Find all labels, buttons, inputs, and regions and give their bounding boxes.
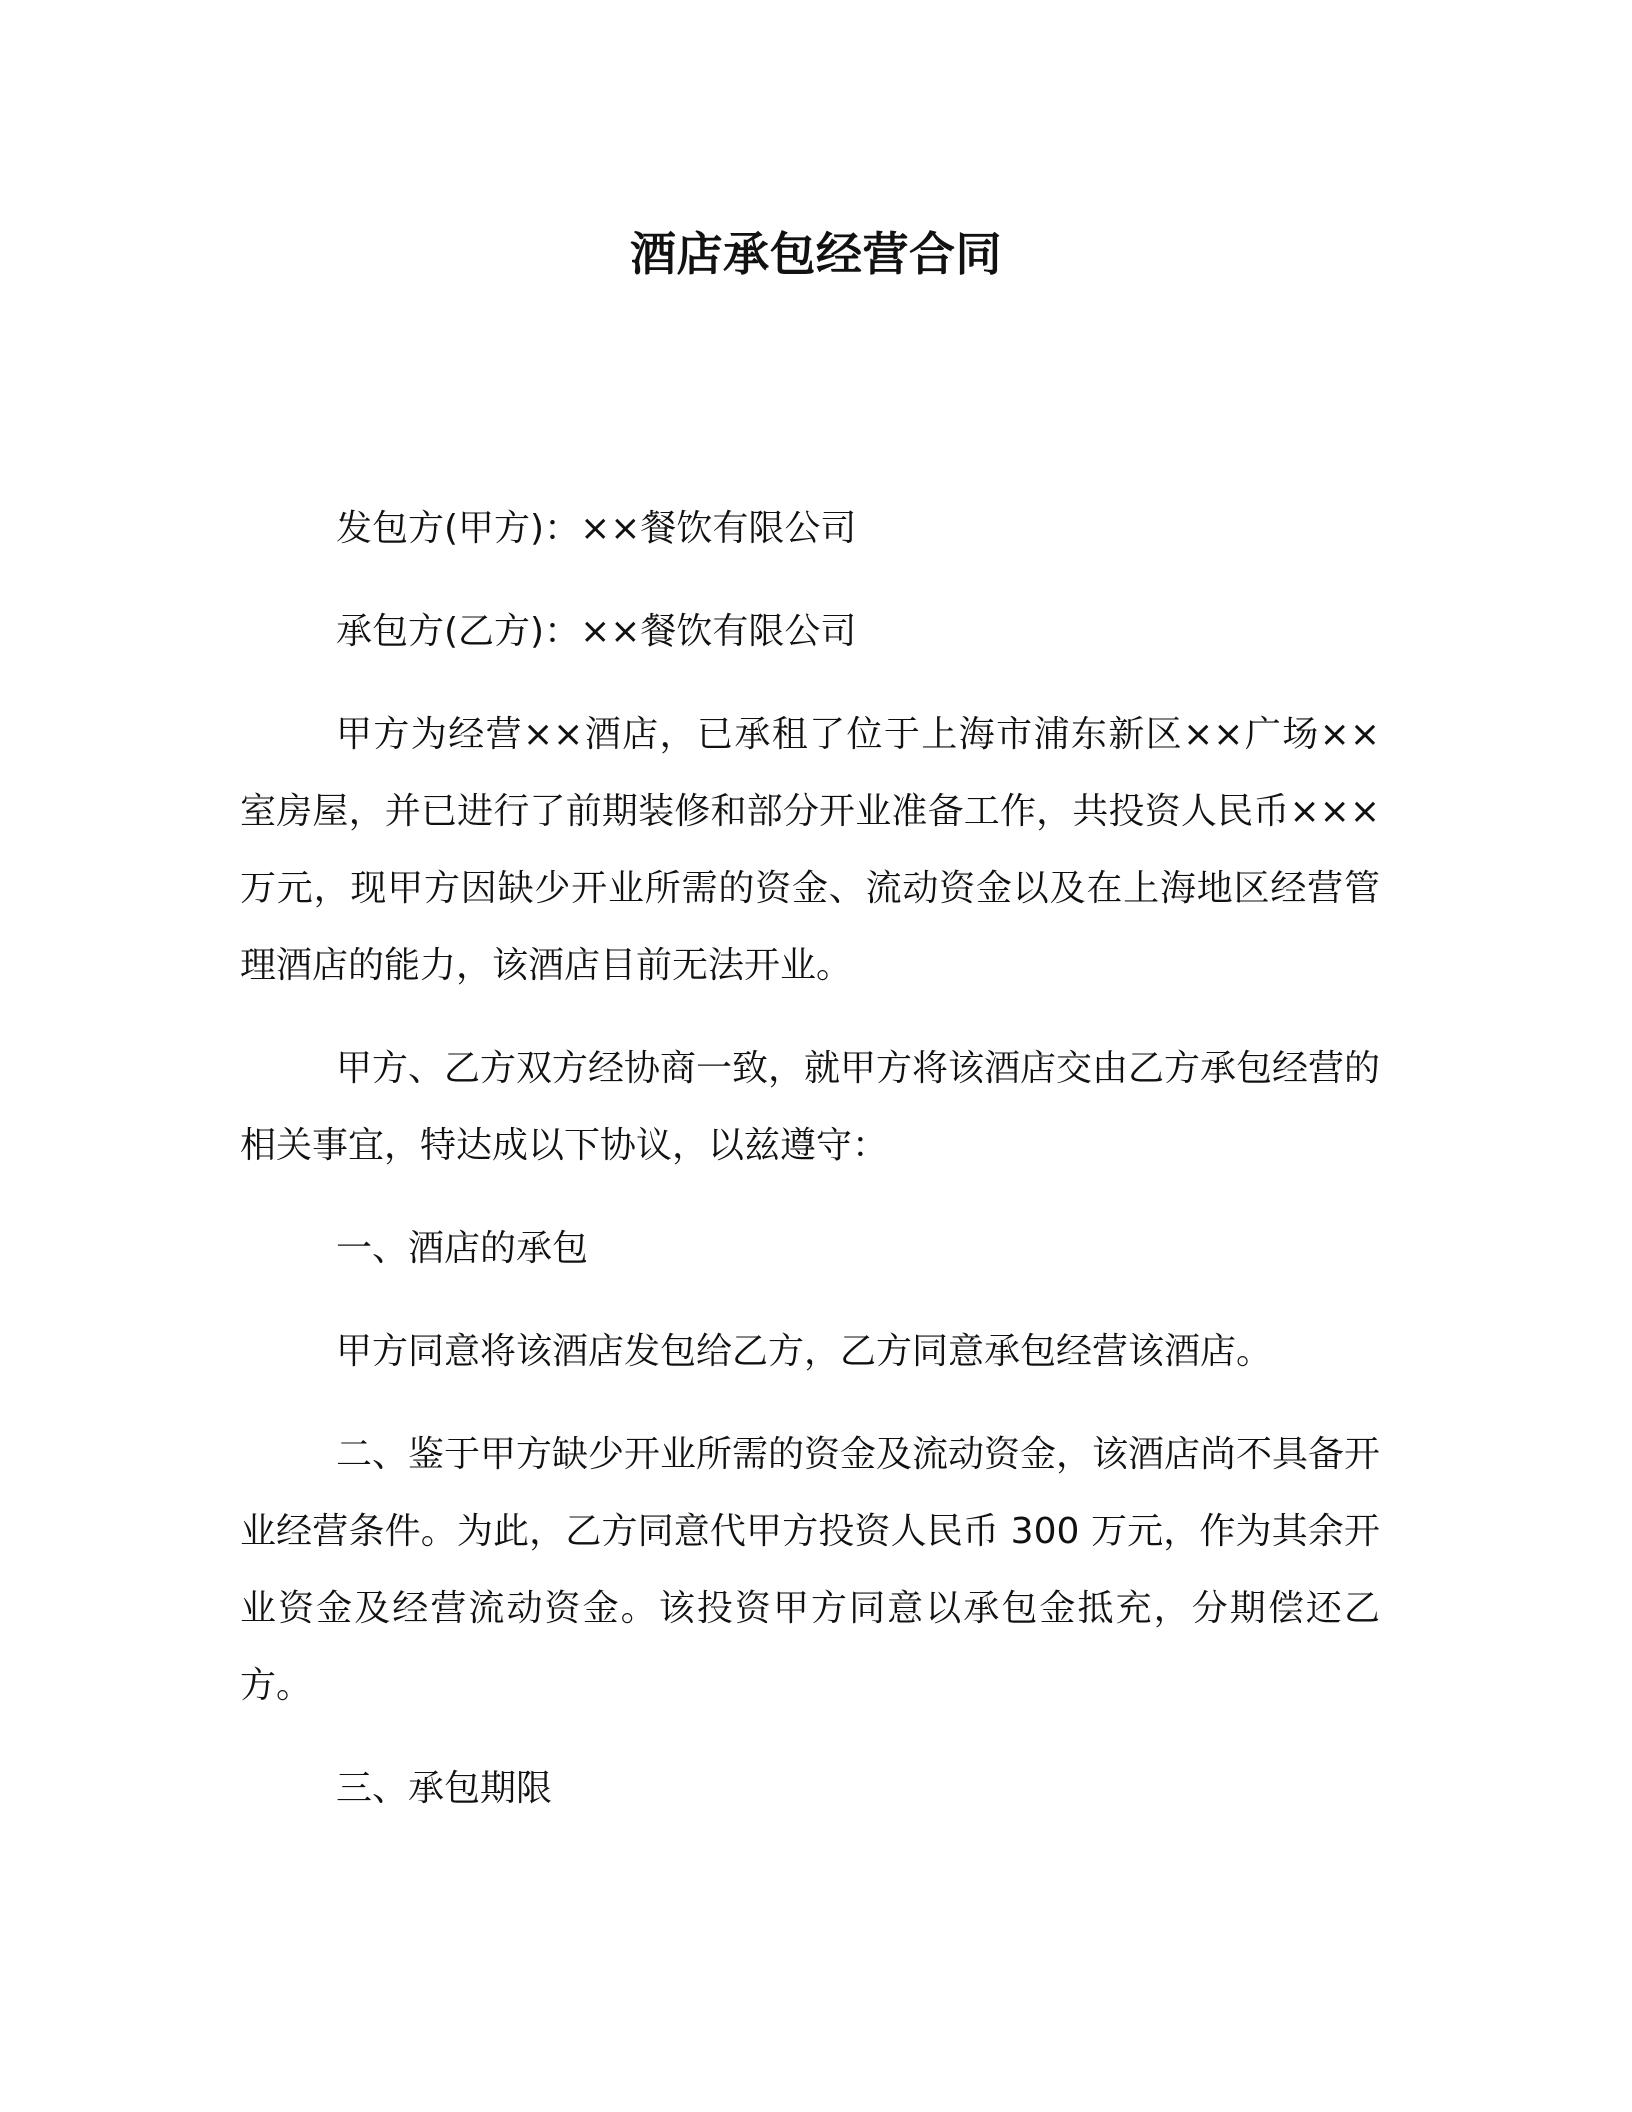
section-1-paragraph: 甲方同意将该酒店发包给乙方，乙方同意承包经营该酒店。 (336, 1331, 1273, 1372)
document-title: 酒店承包经营合同 (630, 227, 1002, 281)
party-b-line: 承包方(乙方)：××餐饮有限公司 (336, 611, 857, 652)
party-a-line: 发包方(甲方)：××餐饮有限公司 (336, 508, 857, 549)
document-body (240, 490, 1380, 1853)
section-heading-3: 三、承包期限 (336, 1768, 553, 1809)
section-heading-1: 一、酒店的承包 (336, 1228, 589, 1269)
agreement-intro-paragraph: 甲方、乙方双方经协商一致，就甲方将该酒店交由乙方承包经营的相关事宜，特达成以下协议，以兹遵守： (240, 1048, 1381, 1166)
section-2-paragraph: 二、鉴于甲方缺少开业所需的资金及流动资金，该酒店尚不具备开业经营条件。为此，乙方同意代甲方投资人民币 300 万元，作为其余开业资金及经营流动资金。该投资甲方同意以承包金抵充，分期偿还乙方。 (240, 1434, 1381, 1706)
background-paragraph: 甲方为经营××酒店，已承租了位于上海市浦东新区××广场××室房屋，并已进行了前期装修和部分开业准备工作，共投资人民币×××万元，现甲方因缺少开业所需的资金、流动资金以及在上海地区经营管理酒店的能力，该酒店目前无法开业。 (240, 714, 1380, 986)
